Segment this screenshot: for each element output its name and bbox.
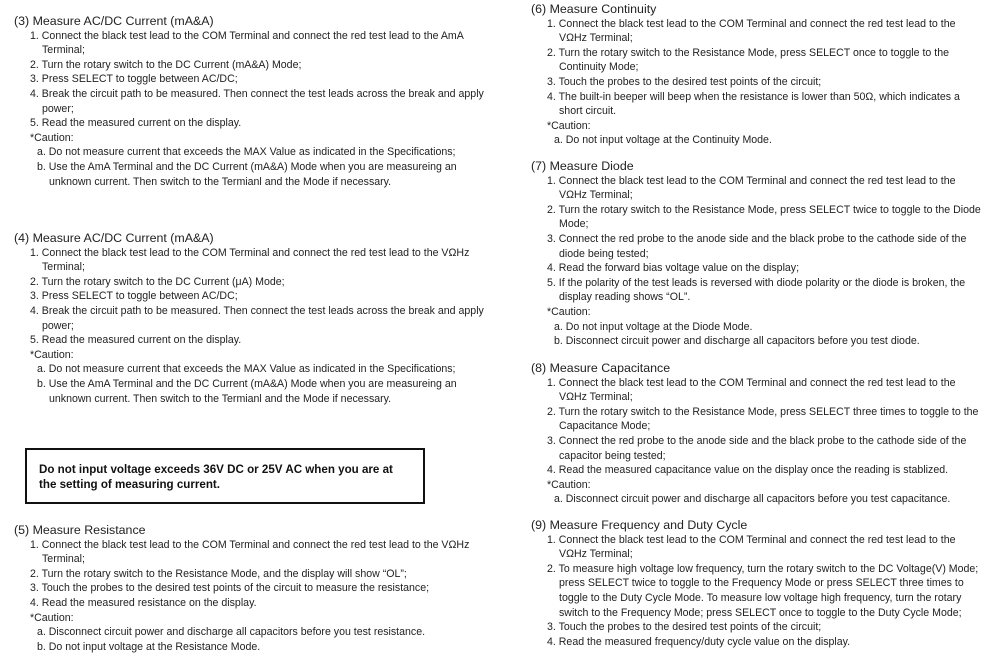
section-title: (8) Measure Capacitance <box>531 361 671 375</box>
section-title: (5) Measure Resistance <box>14 523 146 537</box>
step-item: 4. Read the forward bias voltage value on the display; <box>547 262 800 275</box>
step-item: 2. Turn the rotary switch to the Resistance Mode, press SELECT once to toggle to the Continuity Mode; <box>547 46 949 74</box>
caution-item: a. Do not input voltage at the Continuity Mode. <box>554 134 772 147</box>
step-item: 2. To measure high voltage low frequency, turn the rotary switch to the DC Voltage(V) Mode; press SELECT twice to toggle to the Frequency Mode or press SELECT three times to toggle to the Duty Cycle Mode. To measure low voltage high frequency, turn the rotary switch to the Frequency Mode; press SELECT once to toggle to the Duty Cycle Mode; <box>547 562 979 619</box>
caution-label: *Caution: <box>547 478 591 491</box>
step-item: 1. Connect the black test lead to the COM Terminal and connect the red test lead to the AmA Terminal; <box>30 29 464 57</box>
step-item: 1. Connect the black test lead to the COM Terminal and connect the red test lead to the VΩHz Terminal; <box>30 246 470 274</box>
section-measure-resistance <box>14 523 484 654</box>
caution-item: b. Use the AmA Terminal and the DC Current (mA&A) Mode when you are measureing an unknown current. Then switch to the Termianl and the Mode if necessary. <box>37 377 457 405</box>
section-title: (6) Measure Continuity <box>531 2 657 16</box>
section-title: (3) Measure AC/DC Current (mA&A) <box>14 14 214 28</box>
step-item: 3. Connect the red probe to the anode side and the black probe to the cathode side of the capacitor being tested; <box>547 434 967 462</box>
step-item: 5. If the polarity of the test leads is reversed with diode polarity or the diode is broken, the display reading shows “OL”. <box>547 276 966 304</box>
caution-item: a. Do not input voltage at the Diode Mode. <box>554 320 753 333</box>
section-title: (4) Measure AC/DC Current (mA&A) <box>14 231 214 245</box>
step-item: 1. Connect the black test lead to the COM Terminal and connect the red test lead to the VΩHz Terminal; <box>547 174 956 202</box>
section-measure-continuity <box>531 2 986 148</box>
caution-label: *Caution: <box>547 305 591 318</box>
step-item: 4. Read the measured capacitance value on the display once the reading is stablized. <box>547 464 949 477</box>
caution-item: b. Use the AmA Terminal and the DC Current (mA&A) Mode when you are measureing an unknown current. Then switch to the Termianl and the Mode if necessary. <box>37 160 457 188</box>
step-item: 4. Read the measured resistance on the display. <box>30 596 257 609</box>
step-item: 1. Connect the black test lead to the COM Terminal and connect the red test lead to the VΩHz Terminal; <box>547 533 956 561</box>
caution-item: b. Disconnect circuit power and discharge all capacitors before you test diode. <box>554 335 920 348</box>
step-item: 3. Press SELECT to toggle between AC/DC; <box>30 290 238 303</box>
current-warning-box: Do not input voltage exceeds 36V DC or 25V AC when you are at the setting of measuring current. <box>25 448 425 504</box>
step-item: 3. Connect the red probe to the anode side and the black probe to the cathode side of the diode being tested; <box>547 232 967 260</box>
caution-item: a. Disconnect circuit power and discharge all capacitors before you test resistance. <box>37 626 426 639</box>
section-measure-diode <box>531 159 986 349</box>
section-measure-frequency-duty <box>531 518 986 649</box>
caution-item: a. Disconnect circuit power and discharge all capacitors before you test capacitance. <box>554 493 951 506</box>
caution-item: a. Do not measure current that exceeds the MAX Value as indicated in the Specifications; <box>37 363 456 376</box>
section-title: (7) Measure Diode <box>531 159 634 173</box>
step-item: 3. Press SELECT to toggle between AC/DC; <box>30 73 238 86</box>
step-item: 2. Turn the rotary switch to the Resistance Mode, press SELECT three times to toggle to the Capacitance Mode; <box>547 405 979 433</box>
caution-label: *Caution: <box>30 131 74 144</box>
caution-label: *Caution: <box>547 119 591 132</box>
step-item: 1. Connect the black test lead to the COM Terminal and connect the red test lead to the VΩHz Terminal; <box>547 376 956 404</box>
section-measure-capacitance <box>531 361 986 507</box>
section-measure-current-ma-a <box>14 14 484 189</box>
step-item: 2. Turn the rotary switch to the Resistance Mode, press SELECT twice to toggle to the Diode Mode; <box>547 203 981 231</box>
section-measure-current-ua <box>14 231 484 406</box>
step-item: 3. Touch the probes to the desired test points of the circuit; <box>547 75 822 88</box>
step-item: 3. Touch the probes to the desired test points of the circuit to measure the resistance; <box>30 582 430 595</box>
step-item: 1. Connect the black test lead to the COM Terminal and connect the red test lead to the VΩHz Terminal; <box>30 538 470 566</box>
step-item: 2. Turn the rotary switch to the DC Current (μA) Mode; <box>30 275 285 288</box>
step-item: 2. Turn the rotary switch to the DC Current (mA&A) Mode; <box>30 58 302 71</box>
step-item: 1. Connect the black test lead to the COM Terminal and connect the red test lead to the VΩHz Terminal; <box>547 17 956 45</box>
step-item: 5. Read the measured current on the display. <box>30 334 242 347</box>
step-item: 5. Read the measured current on the display. <box>30 117 242 130</box>
step-item: 4. Break the circuit path to be measured. Then connect the test leads across the break and apply power; <box>30 87 484 115</box>
step-item: 4. Read the measured frequency/duty cycle value on the display. <box>547 635 851 648</box>
step-item: 2. Turn the rotary switch to the Resistance Mode, and the display will show “OL”; <box>30 567 407 580</box>
caution-label: *Caution: <box>30 348 74 361</box>
caution-item: a. Do not measure current that exceeds the MAX Value as indicated in the Specifications; <box>37 146 456 159</box>
step-item: 4. The built-in beeper will beep when the resistance is lower than 50Ω, which indicates a short circuit. <box>547 90 960 118</box>
caution-label: *Caution: <box>30 611 74 624</box>
section-title: (9) Measure Frequency and Duty Cycle <box>531 518 748 532</box>
step-item: 4. Break the circuit path to be measured. Then connect the test leads across the break and apply power; <box>30 304 484 332</box>
caution-item: b. Do not input voltage at the Resistance Mode. <box>37 640 261 653</box>
step-item: 3. Touch the probes to the desired test points of the circuit; <box>547 621 822 634</box>
